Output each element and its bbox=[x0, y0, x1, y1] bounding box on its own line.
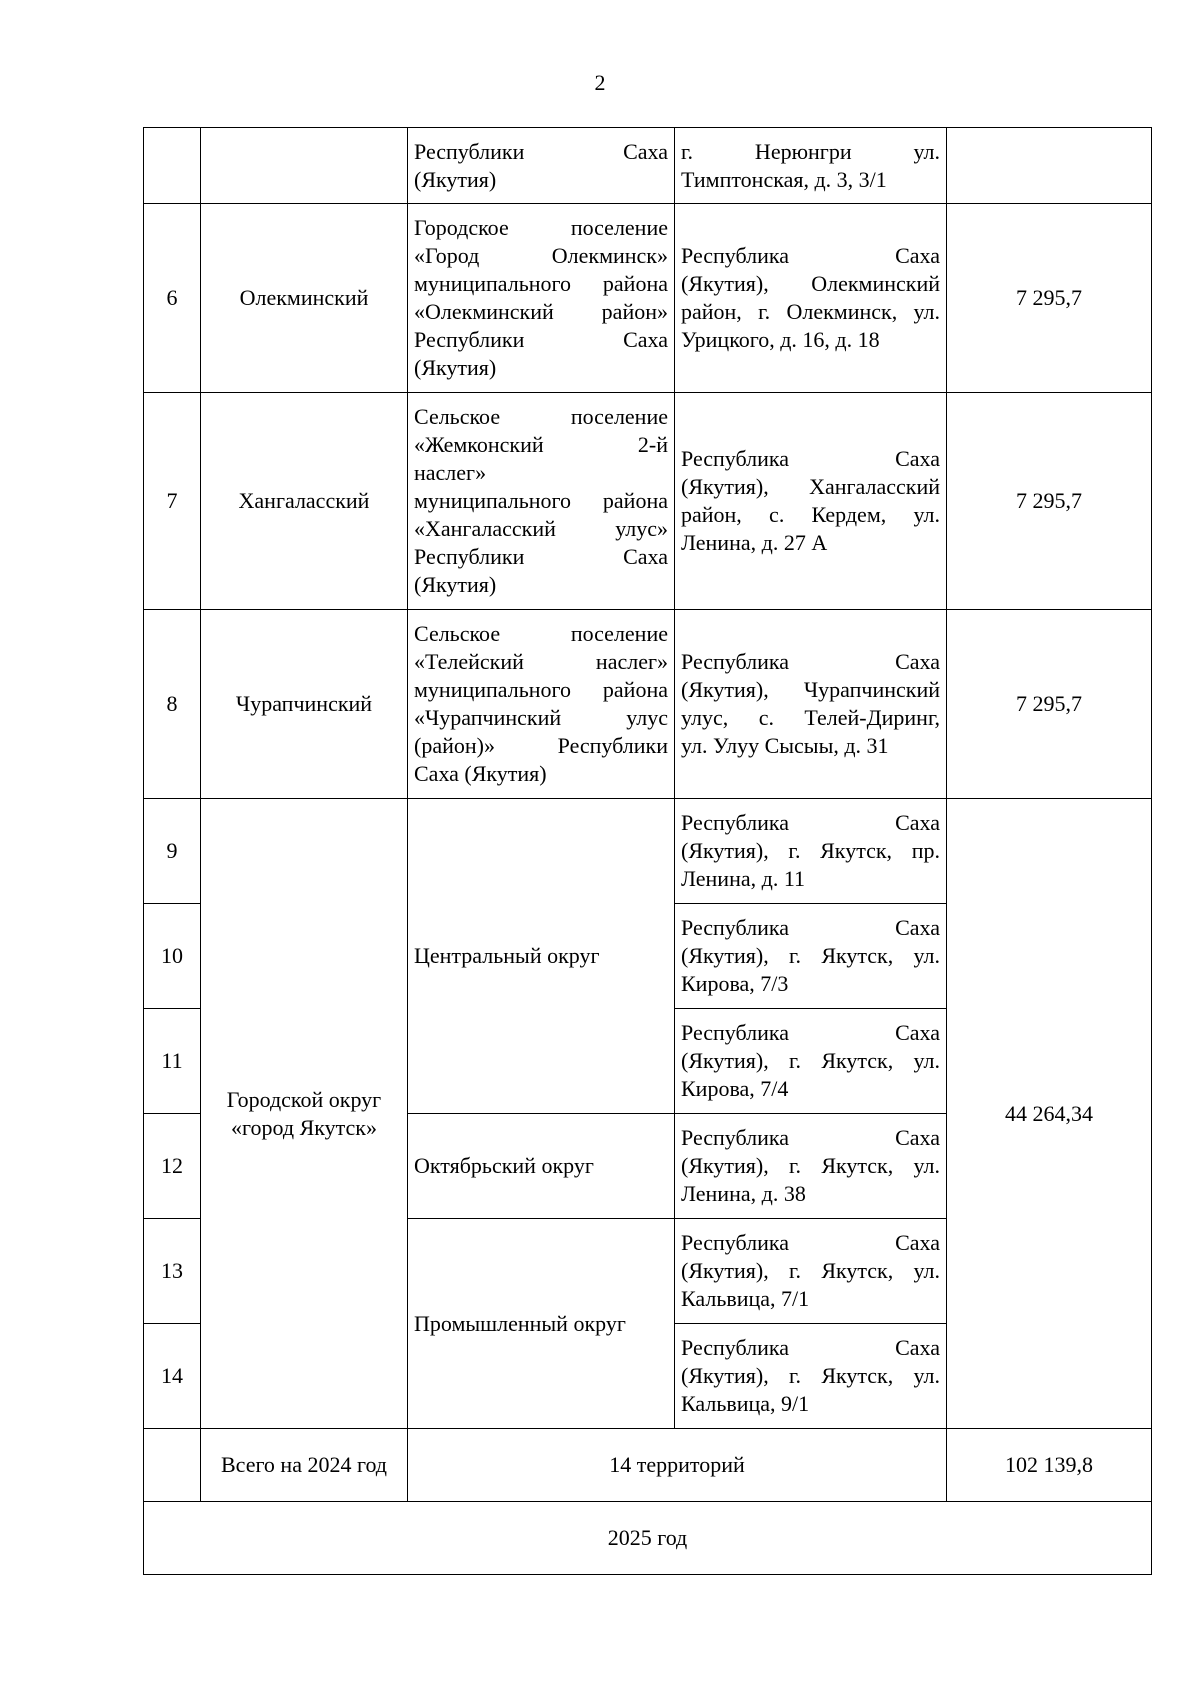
settlement-line: муниципального района bbox=[414, 488, 668, 513]
address-line: Республика Саха bbox=[681, 915, 940, 940]
settlement-line: (Якутия) bbox=[414, 355, 497, 380]
settlement-line: (Якутия) bbox=[414, 572, 497, 597]
address-cell bbox=[675, 904, 947, 1009]
row-number-cell: 7 bbox=[144, 393, 201, 610]
address-line: Республика Саха bbox=[681, 1230, 940, 1255]
settlement-line: Городское поселение bbox=[414, 215, 668, 240]
address-line: Республика Саха bbox=[681, 1335, 940, 1360]
district-cell: Чурапчинский bbox=[201, 610, 408, 799]
settlement-cell: Центральный округ bbox=[408, 799, 675, 1114]
settlement-cell: Октябрьский округ bbox=[408, 1114, 675, 1219]
table-row bbox=[144, 204, 1152, 393]
address-line: Ленина, д. 11 bbox=[681, 866, 805, 891]
address-line: ул. Улуу Сысыы, д. 31 bbox=[681, 733, 889, 758]
settlement-line: Сельское поселение bbox=[414, 621, 668, 646]
total-territories: 14 территорий bbox=[408, 1429, 947, 1502]
settlement-cell bbox=[408, 610, 675, 799]
row-number-cell: 9 bbox=[144, 799, 201, 904]
settlement-cell bbox=[408, 393, 675, 610]
settlement-line: «Город Олекминск» bbox=[414, 243, 668, 268]
address-line: (Якутия), г. Якутск, ул. bbox=[681, 1153, 940, 1178]
address-line: Республика Саха bbox=[681, 1020, 940, 1045]
settlement-line: муниципального района bbox=[414, 677, 668, 702]
address-line: Кирова, 7/4 bbox=[681, 1076, 789, 1101]
row-number-cell bbox=[144, 128, 201, 204]
amount-cell: 7 295,7 bbox=[947, 610, 1152, 799]
settlement-line: «Хангаласский улус» bbox=[414, 516, 668, 541]
address-line: (Якутия), Олекминский bbox=[681, 271, 940, 296]
address-line: Республика Саха bbox=[681, 810, 940, 835]
row-number-cell: 12 bbox=[144, 1114, 201, 1219]
address-line: (Якутия), г. Якутск, ул. bbox=[681, 1258, 940, 1283]
address-line: Республика Саха bbox=[681, 243, 940, 268]
district-cell: Олекминский bbox=[201, 204, 408, 393]
settlement-cell: Промышленный округ bbox=[408, 1219, 675, 1429]
address-line: Урицкого, д. 16, д. 18 bbox=[681, 327, 880, 352]
settlement-line: «Чурапчинский улус bbox=[414, 705, 668, 730]
amount-cell: 44 264,34 bbox=[947, 799, 1152, 1429]
address-line: (Якутия), Чурапчинский bbox=[681, 677, 940, 702]
row-number-cell: 13 bbox=[144, 1219, 201, 1324]
row-number-cell: 8 bbox=[144, 610, 201, 799]
address-line: (Якутия), г. Якутск, ул. bbox=[681, 1048, 940, 1073]
district-cell: Хангаласский bbox=[201, 393, 408, 610]
address-cell bbox=[675, 610, 947, 799]
row-number-cell: 10 bbox=[144, 904, 201, 1009]
year-header: 2025 год bbox=[144, 1502, 1152, 1575]
district-cell bbox=[201, 799, 408, 1429]
address-cell bbox=[675, 1114, 947, 1219]
address-line: Республика Саха bbox=[681, 446, 940, 471]
row-number-cell: 11 bbox=[144, 1009, 201, 1114]
total-row bbox=[144, 1429, 1152, 1502]
settlement-cell bbox=[408, 204, 675, 393]
address-line: (Якутия), г. Якутск, ул. bbox=[681, 943, 940, 968]
settlement-line: «Жемконский 2-й bbox=[414, 432, 668, 457]
address-line: улус, с. Телей-Диринг, bbox=[681, 705, 940, 730]
settlement-line: (район)» Республики bbox=[414, 733, 668, 758]
settlement-line: Республики Саха bbox=[414, 544, 668, 569]
address-line: Кальвица, 7/1 bbox=[681, 1286, 810, 1311]
settlement-line: наслег» bbox=[414, 460, 487, 485]
table-row bbox=[144, 610, 1152, 799]
address-cell bbox=[675, 128, 947, 204]
settlement-line: Республики Саха bbox=[414, 327, 668, 352]
address-line: Тимптонская, д. 3, 3/1 bbox=[681, 166, 887, 192]
district-line: Городской округ bbox=[226, 1086, 382, 1112]
settlement-line: Республики Саха bbox=[414, 138, 668, 164]
row-number-cell bbox=[144, 1429, 201, 1502]
total-amount: 102 139,8 bbox=[947, 1429, 1152, 1502]
address-cell bbox=[675, 1009, 947, 1114]
table-row bbox=[144, 128, 1152, 204]
amount-cell bbox=[947, 128, 1152, 204]
amount-cell: 7 295,7 bbox=[947, 204, 1152, 393]
amount-cell: 7 295,7 bbox=[947, 393, 1152, 610]
address-line: Кирова, 7/3 bbox=[681, 971, 789, 996]
district-cell bbox=[201, 128, 408, 204]
table-row bbox=[144, 799, 1152, 904]
address-line: Ленина, д. 27 А bbox=[681, 530, 828, 555]
settlement-line: Саха (Якутия) bbox=[414, 761, 547, 786]
address-cell bbox=[675, 393, 947, 610]
address-line: Республика Саха bbox=[681, 1125, 940, 1150]
settlement-line: «Олекминский район» bbox=[414, 299, 668, 324]
settlement-line: Сельское поселение bbox=[414, 404, 668, 429]
district-line: «город Якутск» bbox=[231, 1114, 377, 1140]
address-line: район, г. Олекминск, ул. bbox=[681, 299, 940, 324]
address-cell bbox=[675, 1219, 947, 1324]
address-line: г. Нерюнгри ул. bbox=[681, 138, 940, 164]
address-cell bbox=[675, 799, 947, 904]
address-line: Ленина, д. 38 bbox=[681, 1181, 806, 1206]
settlement-line: (Якутия) bbox=[414, 166, 497, 192]
address-line: (Якутия), г. Якутск, ул. bbox=[681, 1363, 940, 1388]
total-label: Всего на 2024 год bbox=[201, 1429, 408, 1502]
settlement-line: «Телейский наслег» bbox=[414, 649, 668, 674]
address-line: район, с. Кердем, ул. bbox=[681, 502, 940, 527]
row-number-cell: 6 bbox=[144, 204, 201, 393]
year-header-row bbox=[144, 1502, 1152, 1575]
row-number-cell: 14 bbox=[144, 1324, 201, 1429]
page-number: 2 bbox=[594, 70, 606, 95]
territories-table bbox=[143, 127, 1152, 1575]
address-line: (Якутия), Хангаласский bbox=[681, 474, 940, 499]
address-line: Республика Саха bbox=[681, 649, 940, 674]
address-line: Кальвица, 9/1 bbox=[681, 1391, 810, 1416]
settlement-line: муниципального района bbox=[414, 271, 668, 296]
address-cell bbox=[675, 1324, 947, 1429]
table-row bbox=[144, 393, 1152, 610]
address-cell bbox=[675, 204, 947, 393]
settlement-cell bbox=[408, 128, 675, 204]
address-line: (Якутия), г. Якутск, пр. bbox=[681, 838, 940, 863]
